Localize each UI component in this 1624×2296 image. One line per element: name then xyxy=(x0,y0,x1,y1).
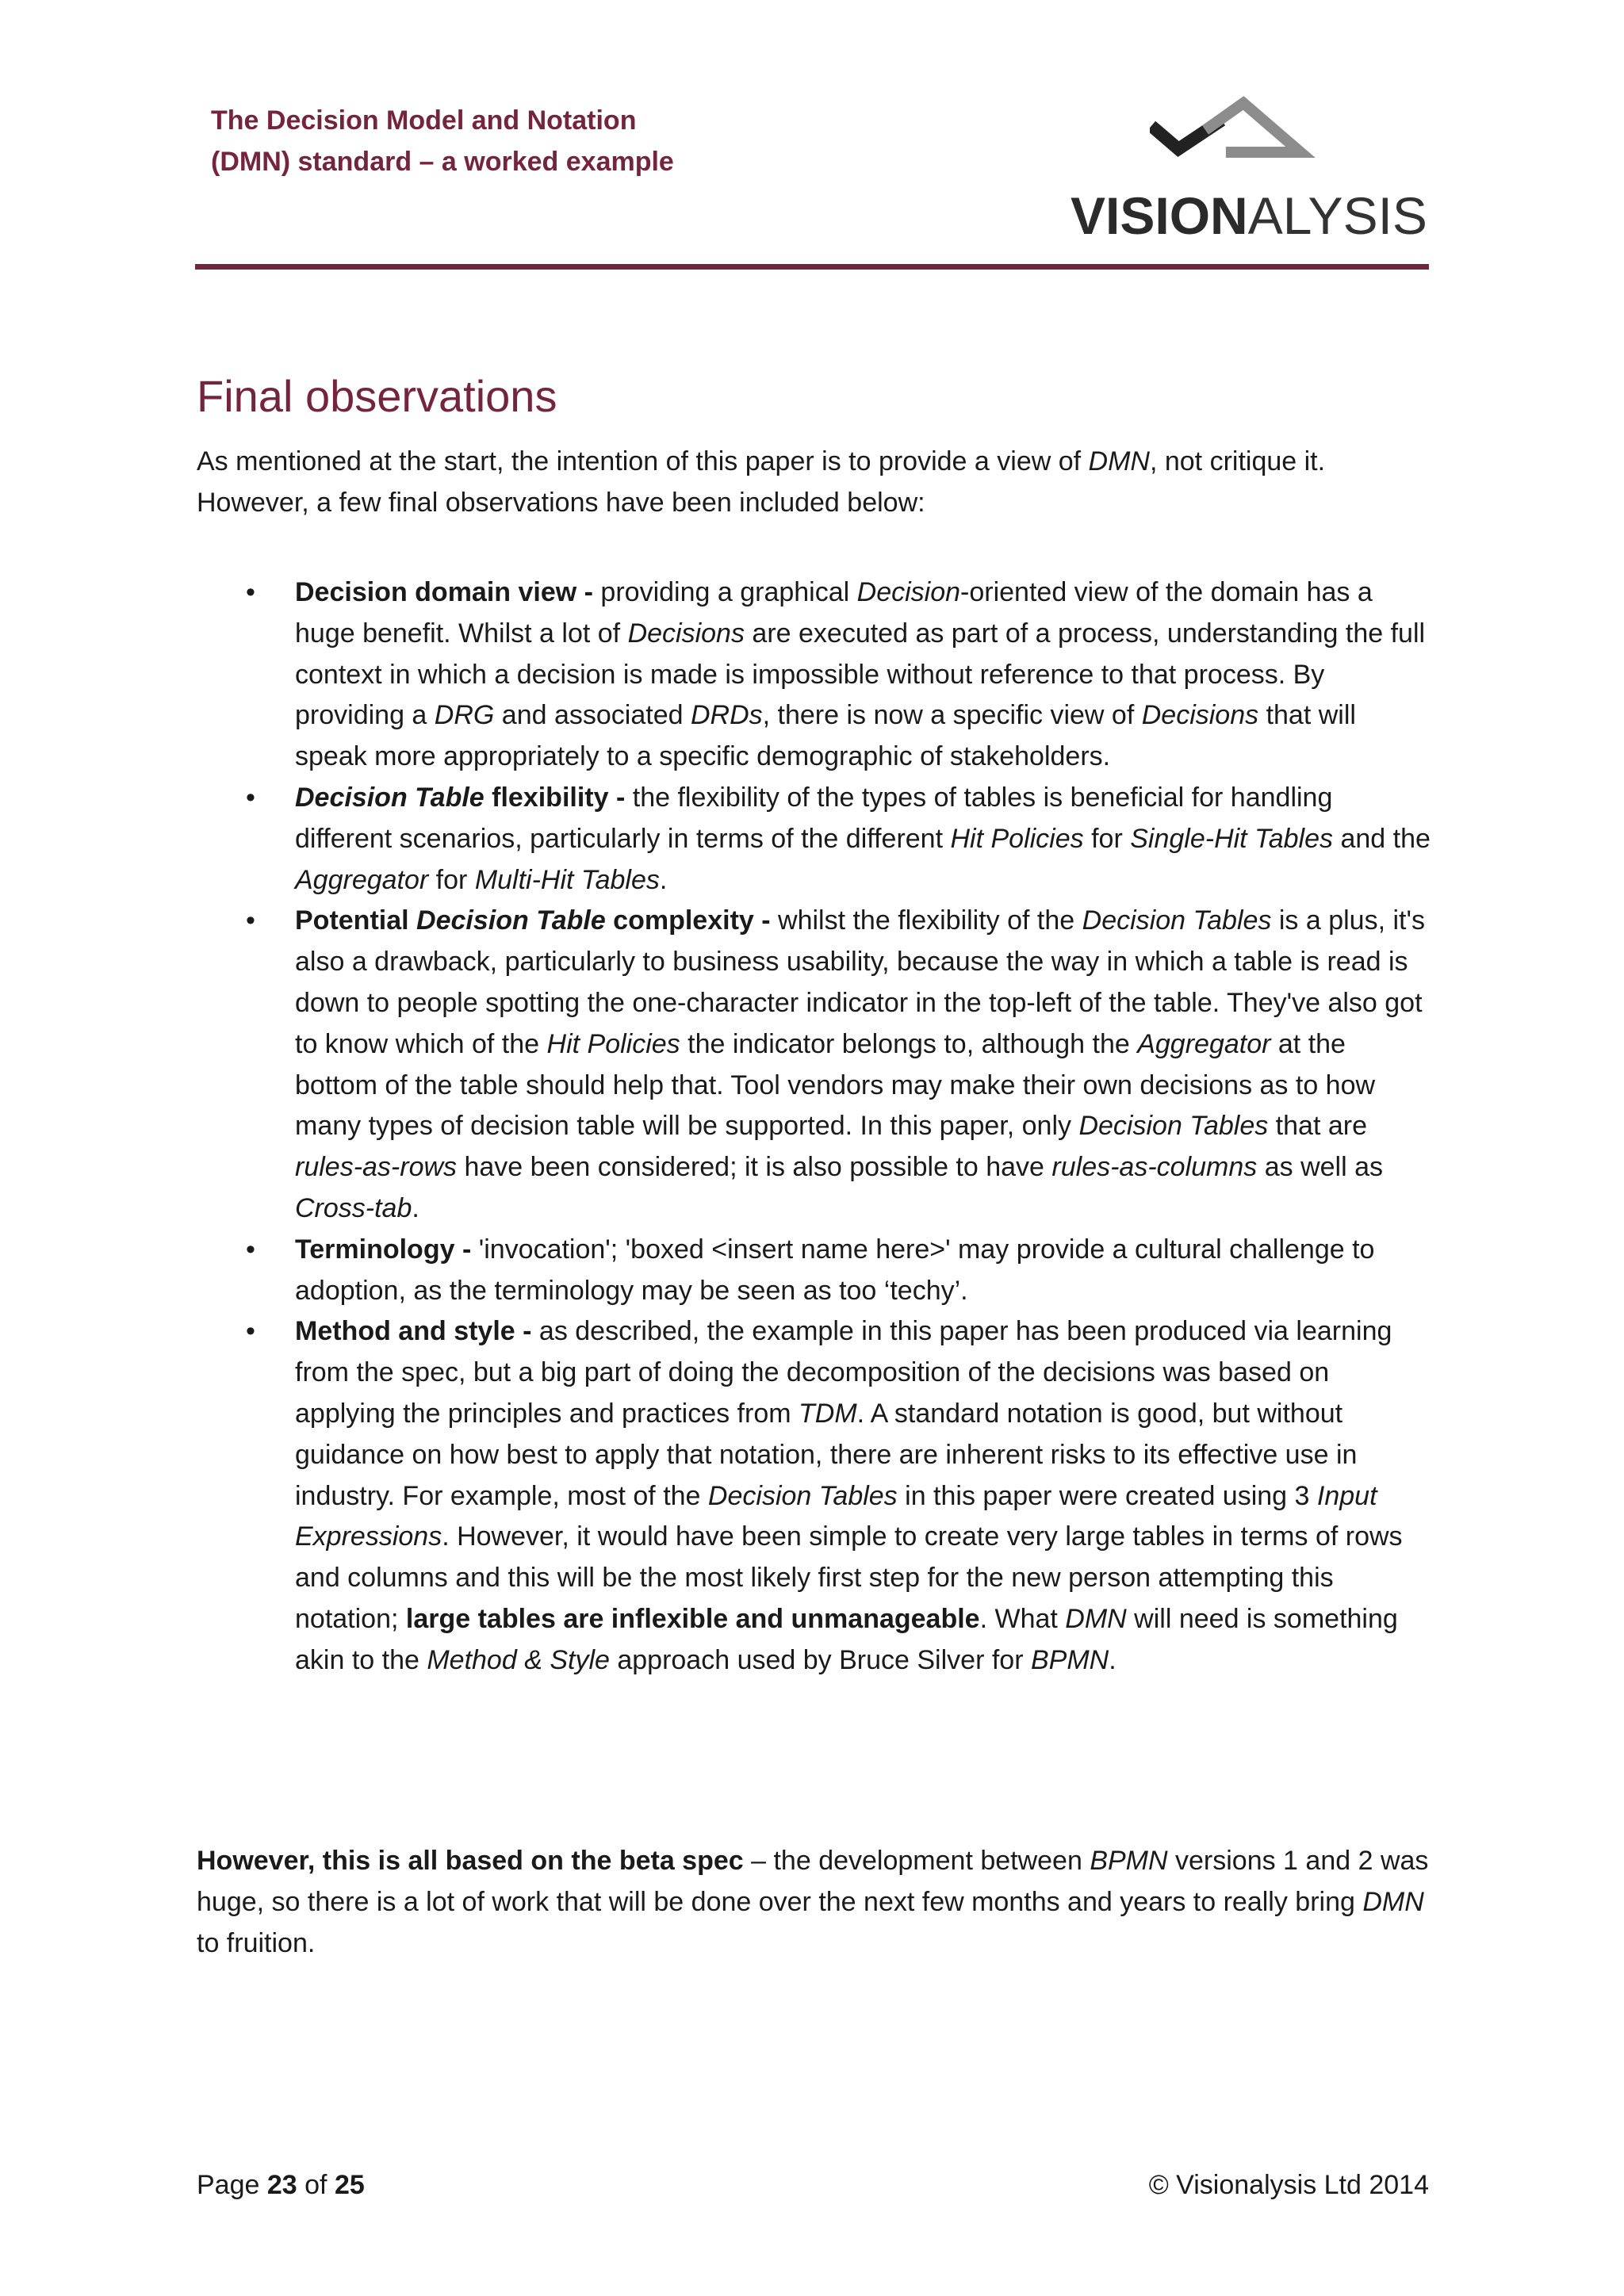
logo-chevron-icon xyxy=(1150,95,1324,174)
bullet-icon: • xyxy=(246,1316,255,1347)
bullet-italic: Hit Policies xyxy=(950,823,1084,854)
bullet-icon: • xyxy=(246,577,255,607)
intro-italic-1: DMN xyxy=(1088,446,1150,476)
bullet-text: is a plus, it's also a drawback, particularly to business usability, because the way in which a table is read is down to people spotting the one-character indicator in the top-left of the table. They've also got to know which of the xyxy=(295,905,1425,1059)
bullet-text: . xyxy=(412,1192,419,1223)
visionalysis-logo xyxy=(1063,95,1427,246)
bullet-italic: DMN xyxy=(1065,1603,1127,1634)
bullet-italic: Single-Hit Tables xyxy=(1130,823,1333,854)
observations-list xyxy=(197,572,1431,1682)
list-item-method-and-style xyxy=(197,1311,1431,1681)
bullet-icon: • xyxy=(246,782,255,813)
intro-text-1: As mentioned at the start, the intention of this paper is to provide a view of xyxy=(197,446,1089,476)
bullet-text: . xyxy=(659,864,668,895)
closing-bold: However, this is all based on the beta spec xyxy=(197,1846,744,1876)
header-divider xyxy=(195,264,1429,270)
closing-paragraph xyxy=(197,1841,1431,1964)
page-of-word: of xyxy=(297,2170,335,2200)
page-total: 25 xyxy=(334,2170,365,2200)
bullet-text: the indicator belongs to, although the xyxy=(680,1028,1138,1059)
bullet-text: 'invocation'; 'boxed <insert name here>' may provide a cultural challenge to adoption, as the terminology may be seen as too ‘techy’. xyxy=(295,1234,1375,1306)
copyright-notice: © Visionalysis Ltd 2014 xyxy=(1148,2170,1429,2200)
logo-wordmark-light: ALYSIS xyxy=(1247,186,1427,245)
bullet-text: the flexibility of the types of tables is beneficial for handling different scenarios, particularly in terms of the different xyxy=(295,782,1333,854)
bullet-label xyxy=(295,783,625,813)
bullet-italic: Decisions xyxy=(1141,700,1259,731)
bullet-italic: Cross-tab xyxy=(295,1192,412,1223)
bullet-text: approach used by Bruce Silver for xyxy=(609,1644,1031,1675)
section-title: Final observations xyxy=(197,371,557,421)
closing-text: – the development between xyxy=(743,1846,1090,1876)
bullet-text: . However, it would have been simple to create very large tables in terms of rows and columns and this will be the most likely first step for the new person attempting this notation; xyxy=(295,1521,1403,1634)
bullet-text: at the bottom of the table should help that. Tool vendors may make their own decisions as to how many types of decision table will be supported. In this paper, only xyxy=(295,1028,1376,1142)
bullet-italic: DRG xyxy=(434,700,495,731)
logo-wordmark-bold: VISION xyxy=(1071,186,1248,245)
bullet-italic: BPMN xyxy=(1030,1644,1109,1675)
list-item-terminology xyxy=(197,1230,1431,1312)
bullet-text: have been considered; it is also possible to have xyxy=(457,1152,1052,1183)
bullet-label-italic: Decision Table xyxy=(295,782,485,813)
bullet-text: and the xyxy=(1333,823,1431,854)
bullet-text: for xyxy=(1083,823,1131,854)
bullet-text: -oriented view of the domain has a huge benefit. Whilst a lot of xyxy=(295,577,1373,649)
bullet-label-text: Potential xyxy=(295,905,417,936)
bullet-italic: Input Expressions xyxy=(295,1480,1377,1552)
bullet-text: and associated xyxy=(494,700,691,731)
bullet-text: as well as xyxy=(1257,1152,1383,1183)
bullet-label: Terminology - xyxy=(295,1234,472,1265)
intro-text-2: , not critique it. However, a few final observations have been included below: xyxy=(197,446,1326,518)
page-word: Page xyxy=(197,2170,267,2200)
page-number xyxy=(197,2164,365,2206)
bullet-icon: • xyxy=(246,1234,255,1265)
closing-italic: DMN xyxy=(1362,1886,1424,1917)
bullet-italic: Multi-Hit Tables xyxy=(474,864,660,895)
bullet-text: that will speak more appropriately to a specific demographic of stakeholders. xyxy=(295,700,1356,772)
bullet-italic: Decision Tables xyxy=(1078,1111,1269,1142)
bullet-italic: Decisions xyxy=(627,618,745,649)
bullet-text: . A standard notation is good, but without guidance on how best to apply that notation, there are inherent risks to its effective use in industry. For example, most of the xyxy=(295,1398,1358,1511)
bullet-italic: Decision Tables xyxy=(707,1480,898,1511)
bullet-text: will need is something akin to the xyxy=(295,1603,1398,1675)
bullet-label-italic: Decision Table xyxy=(416,905,606,936)
logo-wordmark xyxy=(1071,184,1427,247)
intro-paragraph xyxy=(197,442,1431,524)
bullet-label xyxy=(295,905,771,936)
bullet-bold: large tables are inflexible and unmanageable xyxy=(405,1603,980,1634)
bullet-text: that are xyxy=(1268,1111,1367,1142)
bullet-italic: rules-as-rows xyxy=(295,1152,458,1183)
bullet-text: . What xyxy=(979,1603,1066,1634)
bullet-italic: Aggregator xyxy=(1137,1028,1271,1059)
bullet-text: as described, the example in this paper has been produced via learning from the spec, but a big part of doing the decomposition of the decisions was based on applying the principles and practices from xyxy=(295,1316,1392,1429)
bullet-text: . xyxy=(1109,1644,1116,1675)
bullet-italic: Decision xyxy=(856,577,961,607)
closing-text: versions 1 and 2 was huge, so there is a lot of work that will be done over the next few months and years to really bring xyxy=(197,1846,1429,1917)
bullet-label: Decision domain view - xyxy=(295,577,593,607)
bullet-text: in this paper were created using 3 xyxy=(897,1480,1317,1511)
list-item-decision-domain-view xyxy=(197,572,1431,778)
closing-text: to fruition. xyxy=(197,1927,316,1958)
bullet-label-text: flexibility - xyxy=(484,782,626,813)
page-current: 23 xyxy=(266,2170,297,2200)
bullet-italic: rules-as-columns xyxy=(1051,1152,1258,1183)
header-title-line-2: (DMN) standard – a worked example xyxy=(211,147,674,177)
closing-italic: BPMN xyxy=(1090,1846,1168,1876)
bullet-text: for xyxy=(428,864,475,895)
bullet-italic: Method & Style xyxy=(427,1644,610,1675)
bullet-text: , there is now a specific view of xyxy=(762,700,1142,731)
bullet-label-text: complexity - xyxy=(605,905,771,936)
bullet-italic: DRDs xyxy=(690,700,763,731)
bullet-italic: TDM xyxy=(799,1398,857,1429)
list-item-decision-table-flexibility xyxy=(197,778,1431,901)
bullet-italic: Decision Tables xyxy=(1082,905,1272,936)
bullet-label: Method and style - xyxy=(295,1316,532,1347)
bullet-icon: • xyxy=(246,905,255,936)
document-header-title xyxy=(211,100,845,182)
bullet-text: providing a graphical xyxy=(592,577,857,607)
bullet-text: are executed as part of a process, understanding the full context in which a decision is made is impossible without reference to that process. By providing a xyxy=(295,618,1426,731)
bullet-text: whilst the flexibility of the xyxy=(770,905,1082,936)
list-item-decision-table-complexity xyxy=(197,901,1431,1229)
bullet-italic: Aggregator xyxy=(295,864,429,895)
bullet-italic: Hit Policies xyxy=(546,1028,680,1059)
header-title-line-1: The Decision Model and Notation xyxy=(211,105,637,136)
